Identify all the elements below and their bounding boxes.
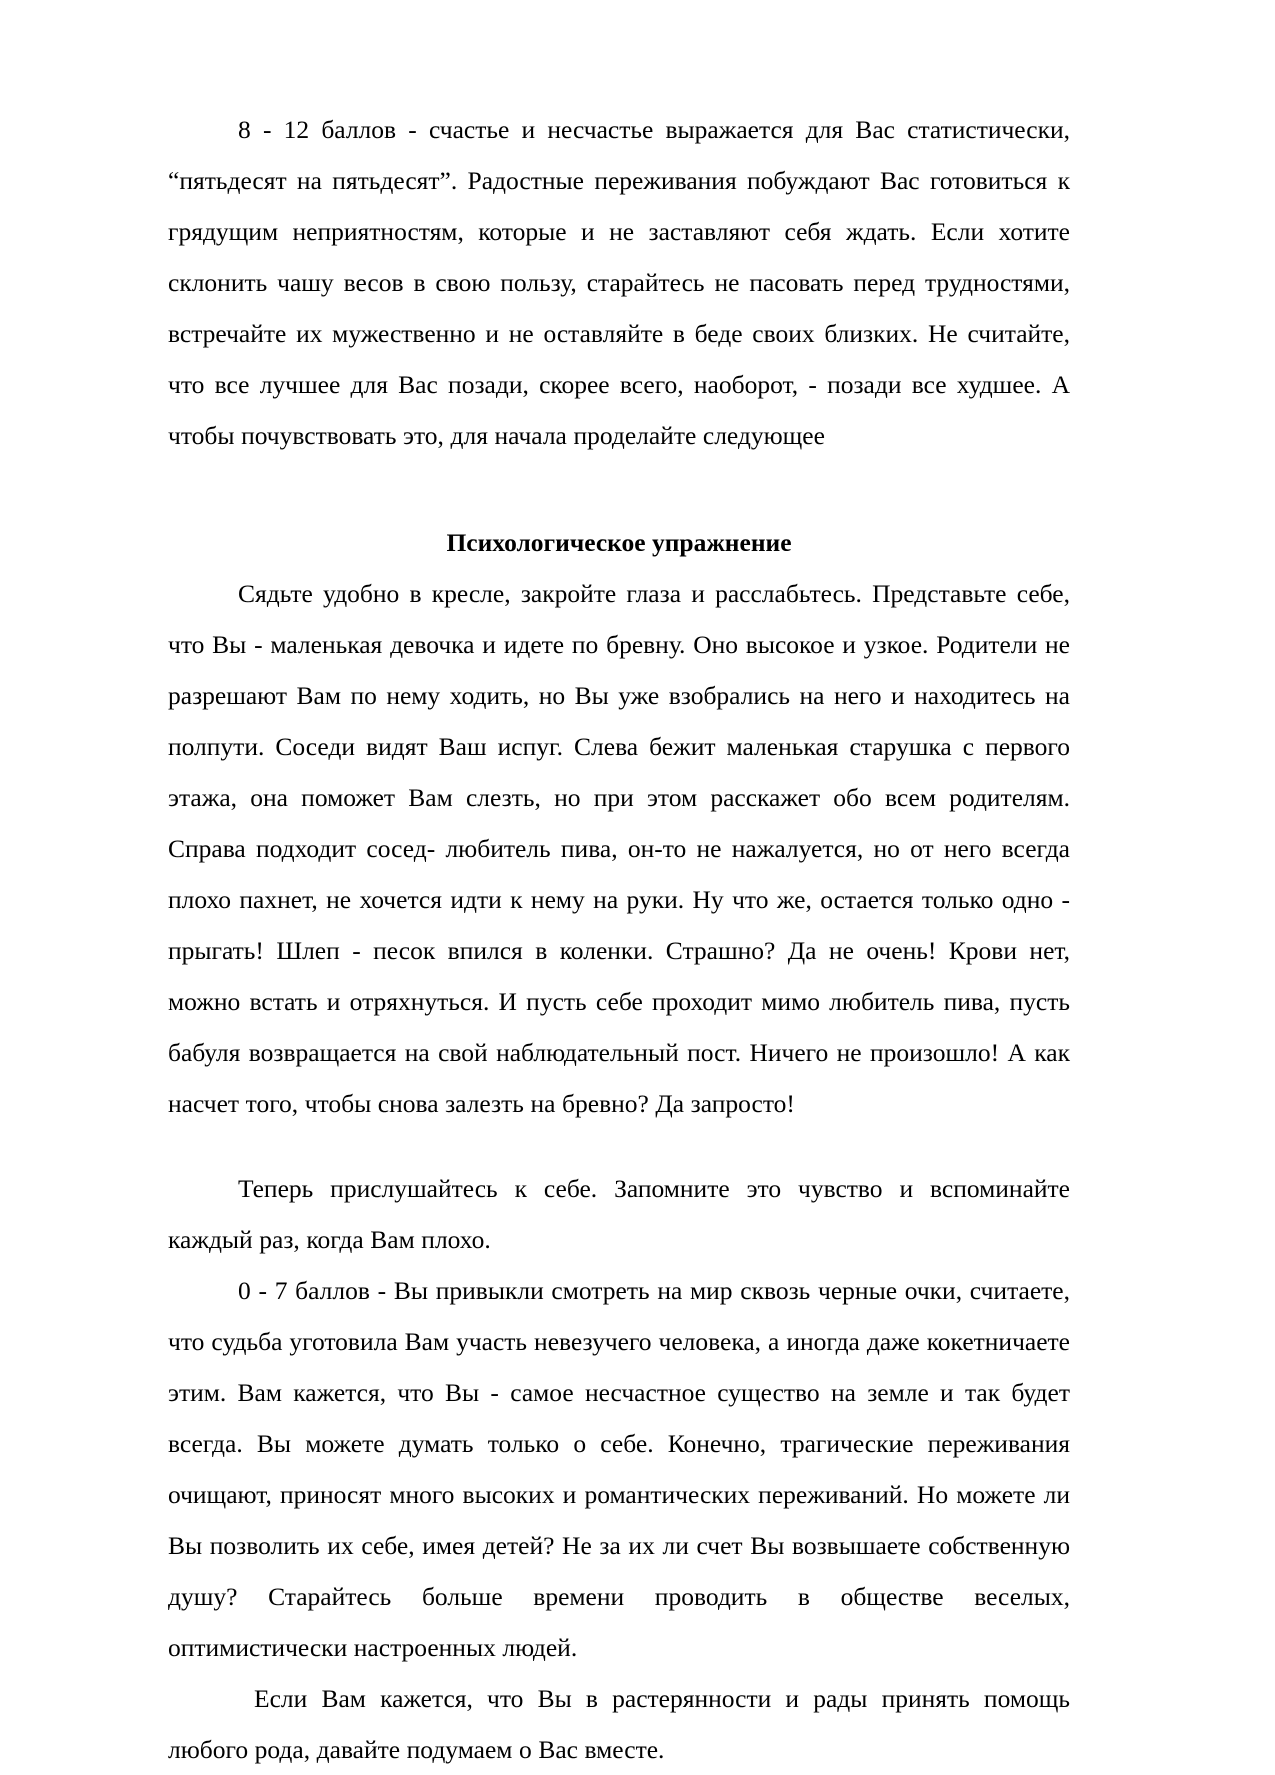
spacer-before-heading	[168, 461, 1070, 517]
paragraph-score-0-7: 0 - 7 баллов - Вы привыкли смотреть на мир сквозь черные очки, считаете, что судьба уготовила Вам участь невезучего человека, а иногда даже кокетничаете этим. Вам кажется, что Вы - самое несчастное существо на земле и так будет всегда. Вы можете думать только о себе. Конечно, трагические переживания очищают, приносят много высоких и романтических переживаний. Но можете ли Вы позволить их себе, имея детей? Не за их ли счет Вы возвышаете собственную душу? Старайтесь больше времени проводить в обществе веселых, оптимистически настроенных людей.	[168, 1276, 1070, 1662]
paragraph-closing: Если Вам кажется, что Вы в растерянности и рады принять помощь любого рода, давайте подумаем о Вас вместе.	[168, 1684, 1070, 1764]
paragraph-listen-to-yourself: Теперь прислушайтесь к себе. Запомните это чувство и вспоминайте каждый раз, когда Вам плохо.	[168, 1174, 1070, 1254]
document-body	[168, 104, 1070, 1775]
paragraph-score-8-12: 8 - 12 баллов - счастье и несчастье выражается для Вас статистически, “пятьдесят на пятьдесят”. Радостные переживания побуждают Вас готовиться к грядущим неприятностям, которые и не заставляют себя ждать. Если хотите склонить чашу весов в свою пользу, старайтесь не пасовать перед трудностями, встречайте их мужественно и не оставляйте в беде своих близких. Не считайте, что все лучшее для Вас позади, скорее всего, наоборот, - позади все худшее. А чтобы почувствовать это, для начала проделайте следующее	[168, 115, 1070, 450]
paragraph-exercise: Сядьте удобно в кресле, закройте глаза и расслабьтесь. Представьте себе, что Вы - маленькая девочка и идете по бревну. Оно высокое и узкое. Родители не разрешают Вам по нему ходить, но Вы уже взобрались на него и находитесь на полпути. Соседи видят Ваш испуг. Слева бежит маленькая старушка с первого этажа, она поможет Вам слезть, но при этом расскажет обо всем родителям. Справа подходит сосед- любитель пива, он-то не нажалуется, но от него всегда плохо пахнет, не хочется идти к нему на руки. Ну что же, остается только одно - прыгать! Шлеп - песок впился в коленки. Страшно? Да не очень! Крови нет, можно встать и отряхнуться. И пусть себе проходит мимо любитель пива, пусть бабуля возвращается на свой наблюдательный пост. Ничего не произошло! А как насчет того, чтобы снова залезть на бревно? Да запросто!	[168, 579, 1070, 1118]
spacer-before-listen	[168, 1129, 1070, 1163]
heading-psychological-exercise: Психологическое упражнение	[446, 528, 792, 557]
